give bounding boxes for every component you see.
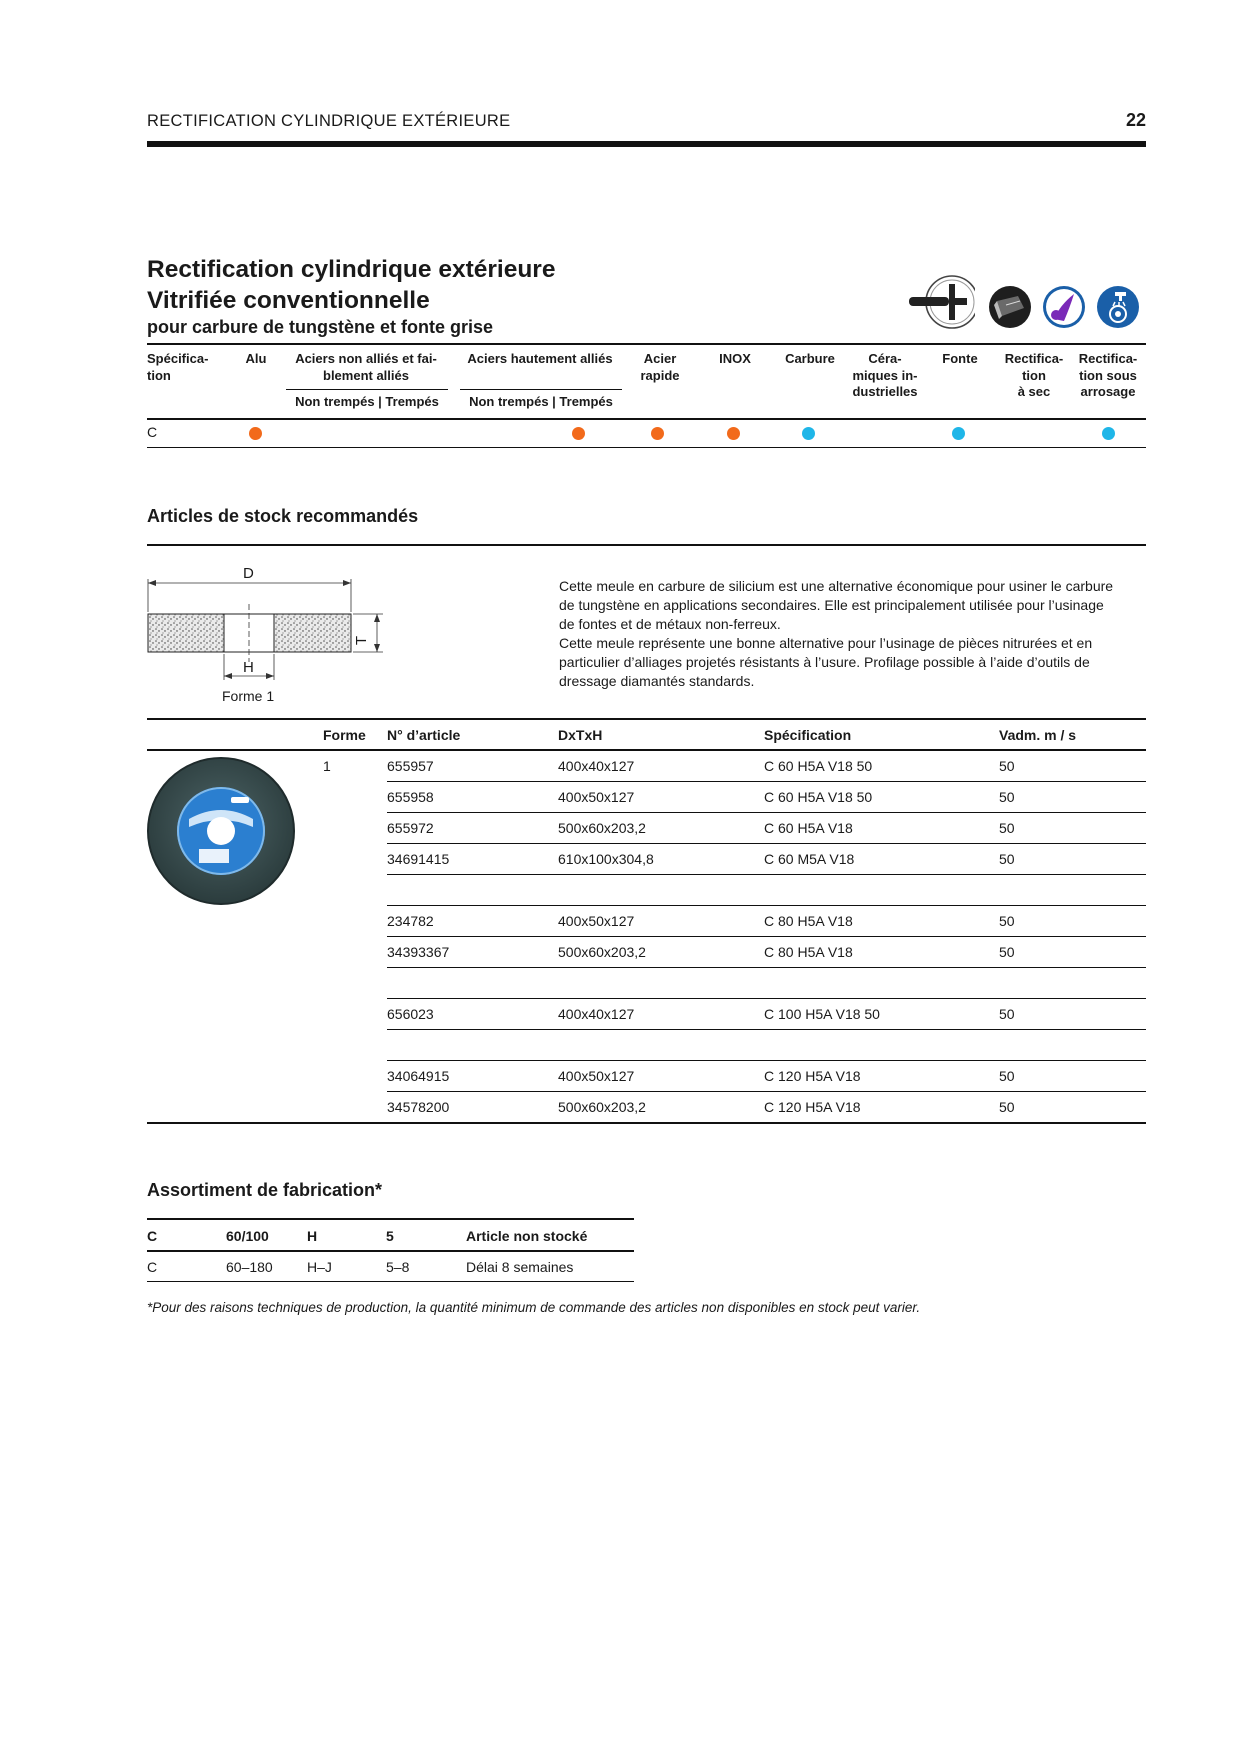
stock-table-bottom-rule xyxy=(147,1122,1146,1124)
cell-dimensions: 500x60x203,2 xyxy=(558,820,646,836)
cell-vadm: 50 xyxy=(999,913,1015,929)
fabrication-table-top-rule xyxy=(147,1218,634,1220)
column-article: N° d’article xyxy=(387,727,461,743)
fabrication-table-bottom-rule xyxy=(147,1281,634,1282)
fabrication-table-header-rule xyxy=(147,1250,634,1252)
header-aciers-non-allies xyxy=(286,351,446,384)
fabrication-value-grain: 60–180 xyxy=(226,1259,273,1275)
cell-article-number: 34393367 xyxy=(387,944,450,960)
cell-vadm: 50 xyxy=(999,1068,1015,1084)
column-forme: Forme xyxy=(323,727,366,743)
fabrication-section-title: Assortiment de fabrication* xyxy=(147,1180,383,1200)
cell-specification: C 120 H5A V18 xyxy=(764,1099,861,1115)
table-row-divider xyxy=(387,905,1146,906)
header-rule xyxy=(147,141,1146,147)
description-line: Cette meule représente une bonne alternative pour l’usinage de pièces nitrurées et en xyxy=(559,635,1093,651)
header-rectification-sec xyxy=(998,351,1070,401)
cell-vadm: 50 xyxy=(999,1006,1015,1022)
subheader-rule-non-allies xyxy=(286,389,448,390)
cell-article-number: 656023 xyxy=(387,1006,434,1022)
grinding-purple-icon xyxy=(1042,285,1086,329)
cell-article-number: 655957 xyxy=(387,758,434,774)
subheader-rule-haut-allies xyxy=(460,389,622,390)
header-rectification-arrosage xyxy=(1070,351,1146,401)
header-rectification-sec-line1: Rectifica- xyxy=(1004,351,1064,366)
cell-article-number: 655972 xyxy=(387,820,434,836)
table-row-divider xyxy=(387,1091,1146,1092)
cell-vadm: 50 xyxy=(999,851,1015,867)
cell-dimensions: 400x50x127 xyxy=(558,913,635,929)
cell-specification: C 100 H5A V18 50 xyxy=(764,1006,880,1022)
cell-article-number: 655958 xyxy=(387,789,434,805)
header-rectification-arrosage-line2: tion sous xyxy=(1079,367,1137,383)
wheel-on-arbor-icon xyxy=(905,272,975,332)
description-line: particulier d’alliages projetés résistants à l’usure. Profilage possible à l’aide d’outils de xyxy=(559,654,1090,670)
stock-table-header-rule xyxy=(147,749,1146,751)
table-row-divider xyxy=(387,967,1146,968)
table-row-divider xyxy=(387,812,1146,813)
forme-1-diagram xyxy=(143,562,393,702)
table-row-divider xyxy=(387,1060,1146,1061)
cell-article-number: 34578200 xyxy=(387,1099,450,1115)
table-row-divider xyxy=(387,781,1146,782)
column-dimensions: DxTxH xyxy=(558,727,603,743)
header-rectification-arrosage-line3: arrosage xyxy=(1080,384,1136,399)
fabrication-header-grain: 60/100 xyxy=(226,1228,269,1244)
product-description xyxy=(559,577,1149,691)
cell-article-number: 234782 xyxy=(387,913,434,929)
fabrication-header-article: Article non stocké xyxy=(466,1228,588,1244)
table-row-divider xyxy=(387,874,1146,875)
description-line: de tungstène en applications secondaires. Elle est principalement utilisée pour l’usinage xyxy=(559,597,1104,613)
fabrication-header-c: C xyxy=(147,1228,158,1244)
dot-fonte xyxy=(952,427,965,440)
header-inox: INOX xyxy=(719,351,751,366)
fabrication-header-structure: 5 xyxy=(386,1228,394,1244)
cell-vadm: 50 xyxy=(999,820,1015,836)
cell-article-number: 34064915 xyxy=(387,1068,450,1084)
coolant-icon xyxy=(1096,285,1140,329)
spec-table-header-rule xyxy=(147,418,1146,420)
cell-dimensions: 400x40x127 xyxy=(558,758,635,774)
cell-specification: C 120 H5A V18 xyxy=(764,1068,861,1084)
header-haut-allies-trempe: Non trempés | Trempés xyxy=(469,394,613,409)
description-line: de fontes et de métaux non-ferreux. xyxy=(559,616,781,632)
stock-table-top-rule xyxy=(147,718,1146,720)
header-ceramiques-line2: miques in- xyxy=(852,367,918,383)
header-specification xyxy=(147,351,208,384)
cell-specification: C 80 H5A V18 xyxy=(764,944,853,960)
dot-rectification-arrosage xyxy=(1102,427,1115,440)
page-tagline: pour carbure de tungstène et fonte grise xyxy=(147,317,494,337)
fabrication-value-article: Délai 8 semaines xyxy=(466,1259,574,1275)
fabrication-value-structure: 5–8 xyxy=(386,1259,410,1275)
diagram-label-t: T xyxy=(353,635,371,646)
header-specification-line2: tion xyxy=(147,367,171,383)
header-aciers-hautement-allies: Aciers hautement alliés xyxy=(467,351,613,366)
page-number: 22 xyxy=(1125,110,1146,130)
header-alu: Alu xyxy=(245,351,267,366)
cell-specification: C 60 M5A V18 xyxy=(764,851,855,867)
header-ceramiques xyxy=(845,351,925,401)
table-row-divider xyxy=(387,843,1146,844)
description-line: dressage diamantés standards. xyxy=(559,673,755,689)
cell-dimensions: 610x100x304,8 xyxy=(558,851,654,867)
header-aciers-non-allies-line2: blement alliés xyxy=(323,367,409,383)
cell-dimensions: 400x50x127 xyxy=(558,789,635,805)
fabrication-header-hardness: H xyxy=(307,1228,318,1244)
header-acier-rapide xyxy=(630,351,690,384)
dot-alu xyxy=(249,427,262,440)
dressing-icon xyxy=(988,285,1032,329)
dot-carbure xyxy=(802,427,815,440)
cell-vadm: 50 xyxy=(999,758,1015,774)
header-rectification-sec-line3: à sec xyxy=(1017,384,1051,399)
diagram-caption: Forme 1 xyxy=(222,688,275,704)
spec-table-top-rule xyxy=(147,343,1146,345)
diagram-label-d: D xyxy=(243,565,254,582)
header-rectification-arrosage-line1: Rectifica- xyxy=(1078,351,1138,366)
cell-dimensions: 400x40x127 xyxy=(558,1006,635,1022)
forme-value: 1 xyxy=(323,758,331,774)
header-aciers-non-allies-line1: Aciers non alliés et fai- xyxy=(295,351,437,366)
page-title: Rectification cylindrique extérieure xyxy=(147,256,556,283)
header-acier-rapide-line1: Acier xyxy=(643,351,677,366)
stock-section-rule xyxy=(147,544,1146,546)
cell-vadm: 50 xyxy=(999,1099,1015,1115)
column-vadm: Vadm. m / s xyxy=(999,727,1077,743)
column-specification: Spécification xyxy=(764,727,852,743)
cell-specification: C 80 H5A V18 xyxy=(764,913,853,929)
cell-specification: C 60 H5A V18 50 xyxy=(764,758,873,774)
footnote: *Pour des raisons techniques de production, la quantité minimum de commande des articles non disponibles en stock peut varier. xyxy=(147,1300,921,1315)
spec-table-bottom-rule xyxy=(147,447,1146,448)
fabrication-value-hardness: H–J xyxy=(307,1259,332,1275)
cell-specification: C 60 H5A V18 xyxy=(764,820,853,836)
running-header-title: RECTIFICATION CYLINDRIQUE EXTÉRIEURE xyxy=(147,112,511,130)
cell-dimensions: 400x50x127 xyxy=(558,1068,635,1084)
table-row-divider xyxy=(387,936,1146,937)
header-non-allies-trempe: Non trempés | Trempés xyxy=(295,394,439,409)
description-line: Cette meule en carbure de silicium est une alternative économique pour usiner le carbure xyxy=(559,578,1114,594)
cell-dimensions: 500x60x203,2 xyxy=(558,1099,646,1115)
cell-vadm: 50 xyxy=(999,789,1015,805)
cell-article-number: 34691415 xyxy=(387,851,450,867)
header-ceramiques-line3: dustrielles xyxy=(852,384,918,399)
stock-section-title: Articles de stock recommandés xyxy=(147,506,419,526)
fabrication-value-c: C xyxy=(147,1259,158,1275)
header-fonte: Fonte xyxy=(942,351,978,366)
header-acier-rapide-line2: rapide xyxy=(640,367,680,383)
table-row-divider xyxy=(387,998,1146,999)
header-carbure: Carbure xyxy=(785,351,835,366)
table-row-divider xyxy=(387,1029,1146,1030)
grinding-wheel-image xyxy=(147,757,295,905)
page-subtitle: Vitrifiée conventionnelle xyxy=(147,287,430,314)
cell-dimensions: 500x60x203,2 xyxy=(558,944,646,960)
header-rectification-sec-line2: tion xyxy=(1022,367,1046,383)
cell-vadm: 50 xyxy=(999,944,1015,960)
cell-specification: C 60 H5A V18 50 xyxy=(764,789,873,805)
spec-row-label: C xyxy=(147,424,158,440)
header-specification-line1: Spécifica- xyxy=(147,351,209,366)
header-ceramiques-line1: Céra- xyxy=(868,351,902,366)
diagram-label-h: H xyxy=(243,659,254,676)
dot-acier-rapide xyxy=(651,427,664,440)
dot-haut-allies-trempe xyxy=(572,427,585,440)
dot-inox xyxy=(727,427,740,440)
